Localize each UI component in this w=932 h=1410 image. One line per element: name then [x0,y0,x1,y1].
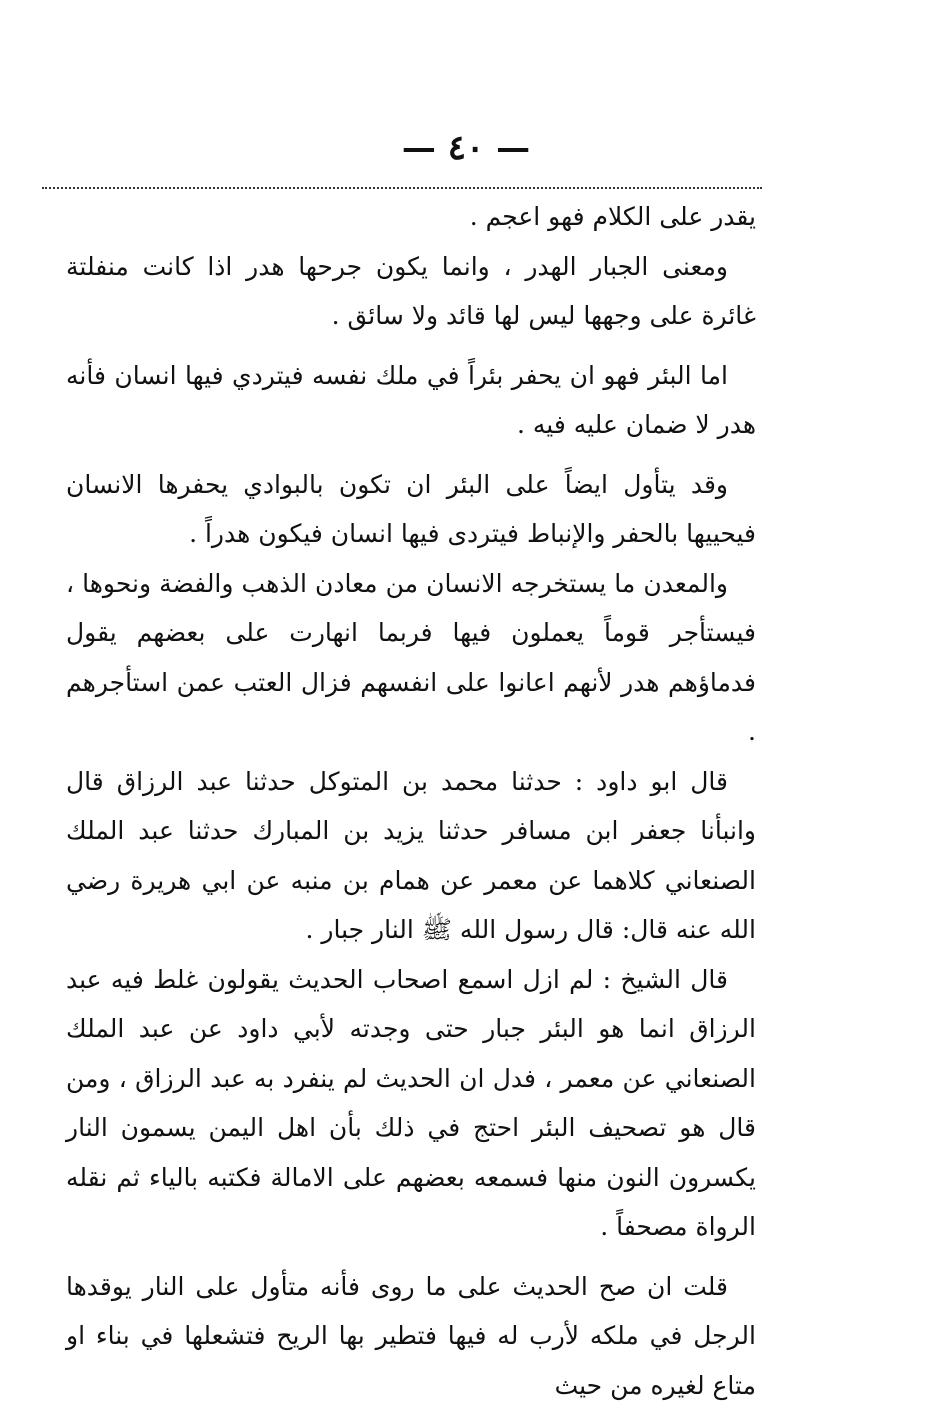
paragraph-7: قال الشيخ : لم ازل اسمع اصحاب الحديث يقولون غلط فيه عبد الرزاق انما هو البئر جبار حتى وجدته لأبي داود عن عبد الملك الصنعاني عن معمر ، فدل ان الحديث لم ينفرد به عبد الرزاق ، ومن قال هو تصحيف البئر احتج في ذلك بأن اهل اليمن يسمون النار يكسرون النون منها فسمعه بعضهم على الامالة فكتبه بالياء ثم نقله الرواة مصحفاً . [66,955,756,1252]
paragraph-2: ومعنى الجبار الهدر ، وانما يكون جرحها هدر اذا كانت منفلتة غائرة على وجهها ليس لها قائد ولا سائق . [66,242,756,341]
paragraph-1: يقدر على الكلام فهو اعجم . [66,192,756,242]
paragraph-5: والمعدن ما يستخرجه الانسان من معادن الذهب والفضة ونحوها ، فيستأجر قوماً يعملون فيها فربما انهارت على بعضهم يقول فدماؤهم هدر لأنهم اعانوا على انفسهم فزال العتب عمن استأجرهم . [66,559,756,757]
page-body [66,192,756,1410]
paragraph-4: وقد يتأول ايضاً على البئر ان تكون بالبوادي يحفرها الانسان فيحييها بالحفر والإنباط فيتردى فيها انسان فيكون هدراً . [66,460,756,559]
paragraph-6: قال ابو داود : حدثنا محمد بن المتوكل حدثنا عبد الرزاق قال وانبأنا جعفر ابن مسافر حدثنا يزيد بن المبارك حدثنا عبد الملك الصنعاني كلاهما عن معمر عن همام بن منبه عن ابي هريرة رضي الله عنه قال: قال رسول الله ﷺ النار جبار . [66,757,756,955]
paragraph-3: اما البئر فهو ان يحفر بئراً في ملك نفسه فيتردي فيها انسان فأنه هدر لا ضمان عليه فيه . [66,351,756,450]
header-divider [42,187,762,189]
paragraph-8: قلت ان صح الحديث على ما روى فأنه متأول على النار يوقدها الرجل في ملكه لأرب له فيها فتطير بها الريح فتشعلها في بناء او متاع لغيره من حيث [66,1262,756,1410]
page-number: — ٤٠ — [0,128,932,168]
